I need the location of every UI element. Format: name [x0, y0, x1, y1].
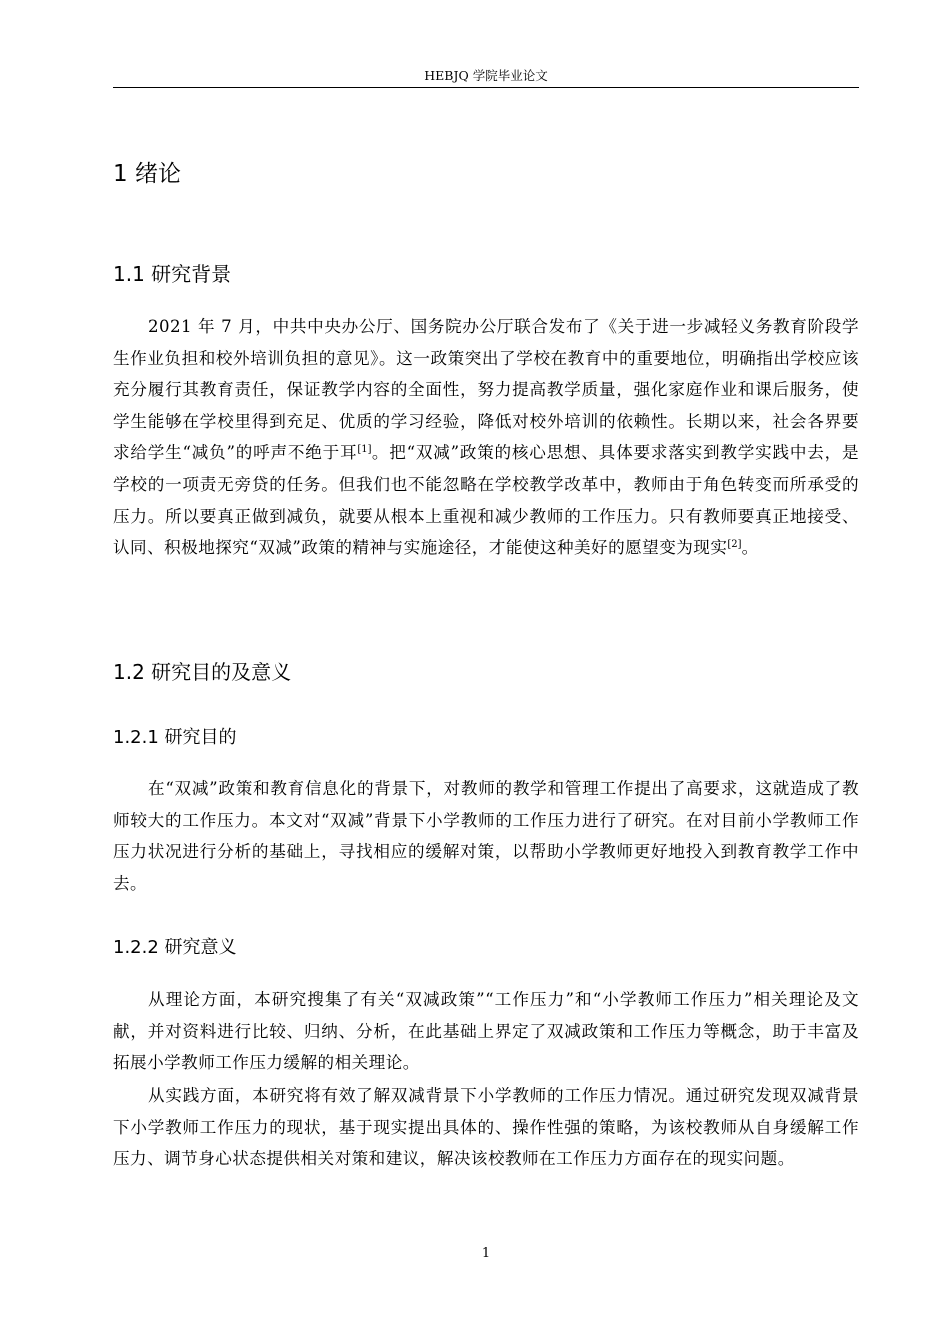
- citation-1: [1]: [357, 444, 372, 456]
- paragraph-background: [113, 311, 859, 564]
- paragraph-significance-practice: 从实践方面，本研究将有效了解双减背景下小学教师的工作压力情况。通过研究发现双减背景下小学教师工作压力的现状，基于现实提出具体的、操作性强的策略，为该校教师从自身缓解工作压力、调节身心状态提供相关对策和建议，解决该校教师在工作压力方面存在的现实问题。: [113, 1086, 859, 1169]
- paragraph-purpose: 在“双减”政策和教育信息化的背景下，对教师的教学和管理工作提出了高要求，这就造成了教师较大的工作压力。本文对“双减”背景下小学教师的工作压力进行了研究。在对目前小学教师工作压力状况进行分析的基础上，寻找相应的缓解对策，以帮助小学教师更好地投入到教育教学工作中去。: [113, 779, 859, 893]
- header-rule: [113, 87, 859, 88]
- page-number: 1: [481, 1246, 491, 1261]
- paragraph-background-part-a: 2021 年 7 月，中共中央办公厅、国务院办公厅联合发布了《关于进一步减轻义务教育阶段学生作业负担和校外培训负担的意见》。这一政策突出了学校在教育中的重要地位，明确指出学校应该充分履行其教育责任，保证教学内容的全面性，努力提高教学质量，强化家庭作业和课后服务，使学生能够在学校里得到充足、优质的学习经验，降低对校外培训的依赖性。长期以来，社会各界要求给学生“减负”的呼声不绝于耳: [113, 317, 859, 463]
- section-title-1-2: 1.2 研究目的及意义: [113, 660, 292, 684]
- citation-2: [2]: [727, 539, 742, 551]
- paragraph-background-part-c: 。: [741, 538, 759, 558]
- paragraph-significance-theory: 从理论方面，本研究搜集了有关“双减政策”“工作压力”和“小学教师工作压力”相关理论及文献，并对资料进行比较、归纳、分析，在此基础上界定了双减政策和工作压力等概念，助于丰富及拓展小学教师工作压力缓解的相关理论。: [113, 990, 859, 1073]
- running-header: HEBJQ 学院毕业论文: [424, 68, 548, 83]
- chapter-title: 1 绪论: [113, 161, 181, 187]
- paragraph-background-part-b: 。把“双减”政策的核心思想、具体要求落实到教学实践中去，是学校的一项责无旁贷的任务。但我们也不能忽略在学校教学改革中，教师由于角色转变而所承受的压力。所以要真正做到减负，就要从根本上重视和减少教师的工作压力。只有教师要真正地接受、认同、积极地探究“双减”政策的精神与实施途径，才能使这种美好的愿望变为现实: [113, 443, 859, 558]
- section-title-1-2-2: 1.2.2 研究意义: [113, 937, 237, 958]
- section-title-1-2-1: 1.2.1 研究目的: [113, 727, 237, 748]
- section-title-1-1: 1.1 研究背景: [113, 262, 232, 286]
